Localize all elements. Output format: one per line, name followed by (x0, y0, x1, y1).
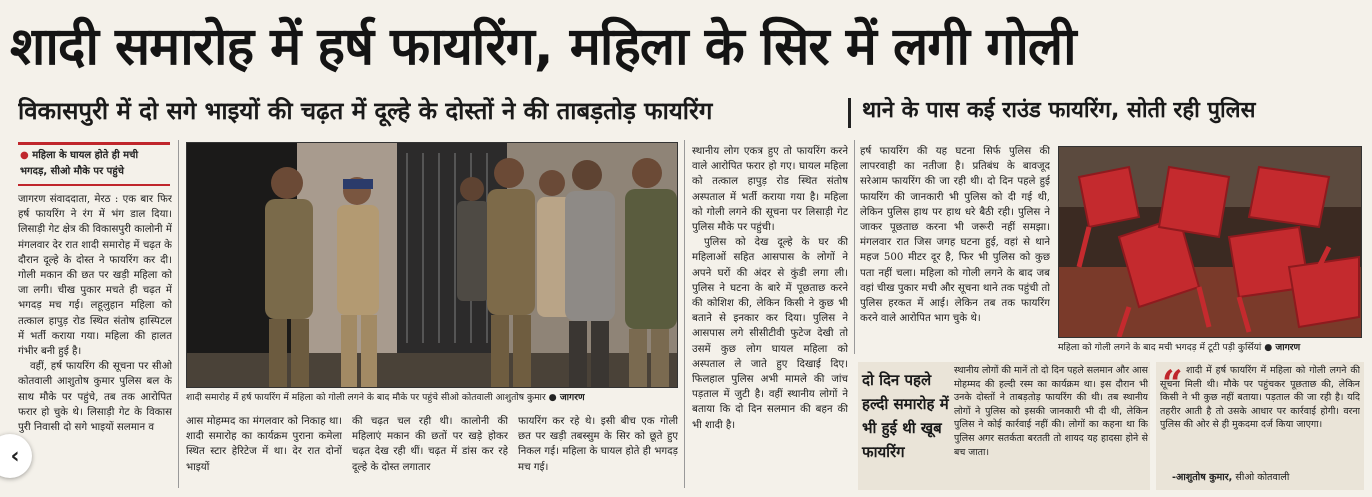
photo-credit: ● जागरण (1264, 342, 1301, 353)
author-title: सीओ कोतवाली (1232, 472, 1290, 483)
photo-broken-chairs (1058, 146, 1362, 338)
paragraph: स्थानीय लोग एकत्र हुए तो फायरिंग करने वाले आरोपित फरार हो गए। घायल महिला को तत्काल हापुड़ रोड स्थित संतोष अस्पताल में भर्ती कराया गया है। महिला को गोली लगने की सूचना पर लिसाड़ी गेट पुलिस मौके पर पहुंची। (692, 146, 848, 234)
article-column-5 (692, 144, 848, 488)
photo-credit: ● जागरण (548, 392, 585, 403)
column-divider (854, 140, 855, 354)
sidebar-box-text: स्थानीय लोगों की मानें तो दो दिन पहले सलमान और आस मोहम्मद की हल्दी रस्म का कार्यक्रम था। इस दौरान भी उनके दोस्तों ने ताबड़तोड़ फायरिंग की थी। तब स्थानीय लोगों ने पुलिस को इसकी जानकारी भी दी थी, लेकिन पुलिस ने कोई कार्रवाई नहीं की। लोगों का कहना था कि पुलिस अगर सतर्कता बरतती तो शायद यह हादसा होने से बच जाता। (954, 365, 1148, 458)
sidebar-box-title: दो दिन पहले हल्दी समारोह में भी हुई थी खूब फायरिंग (862, 371, 949, 461)
photo-caption-1 (186, 392, 678, 406)
chevron-left-icon: ‹ (10, 443, 20, 469)
paragraph: हर्ष फायरिंग की यह घटना सिर्फ पुलिस की लापरवाही का नतीजा है। प्रतिबंध के बावजूद सरेआम फायरिंग की जा रही थी। दो दिन पहले हुई फायरिंग की जानकारी भी पुलिस को दी गई थी, लेकिन पुलिस हाथ पर हाथ धरे बैठी रही। पुलिस ने जाकर पूछताछ करना भी जरूरी नहीं समझा। मंगलवार रात जिस जगह घटना हुई, वहां से थाने महज 500 मीटर दूर है, फिर भी पुलिस को कुछ पता नहीं चला। महिला को गोली लगने के बाद जब वहां चीख पुकार मची और सूचना थाने तक पहुंची तो पुलिस हरकत में आई। लेकिन तब तक फायरिंग करने वाले आरोपित भाग चुके थे। (860, 146, 1050, 325)
paragraph: पुलिस को देख दूल्हे के घर की महिलाओं सहित आसपास के लोगों ने अपने घरों की अंदर से कुंडी लगा ली। पुलिस ने घटना के बारे में पूछताछ करने की कोशिश की, लेकिन किसी ने कुछ भी बताने से इनकार कर दिया। पुलिस ने आसपास लगे सीसीटीवी फुटेज देखी तो उसमें कुछ लोग घायल महिला को अस्पताल ले जाते हुए दिखाई दिए। फिलहाल पुलिस अभी मामले की जांच पड़ताल में जुटी है। वहीं स्थानीय लोगों ने बताया कि दो दिन सलमान की बहन की भी शादी है। (692, 237, 848, 431)
author-name: -आशुतोष कुमार, (1172, 472, 1233, 483)
caption-text: महिला को गोली लगने के बाद मची भगदड़ में टूटी पड़ी कुर्सियां (1058, 342, 1262, 353)
highlight-box (18, 142, 170, 186)
paragraph: जागरण संवाददाता, मेरठ : एक बार फिर हर्ष फायरिंग ने रंग में भंग डाल दिया। लिसाड़ी गेट क्षेत्र की विकासपुरी कालोनी में मंगलवार देर रात शादी समारोह में चढ़त के दौरान दूल्हे के दोस्त ने फायरिंग कर दी। गोली मकान की छत पर खड़ी महिला को जा लगी। चीख पुकार मचते ही चढ़त में भगदड़ मच गई। लहूलुहान महिला को तत्काल हापुड़ रोड स्थित संतोष हास्पिटल में भर्ती कराया गया। महिला की हालत गंभीर बनी हुई है। (18, 194, 172, 358)
article-column-1 (18, 192, 172, 488)
headline: शादी समारोह में हर्ष फायरिंग, महिला के सिर में लगी गोली (10, 17, 1076, 77)
paragraph: फायरिंग कर रहे थे। इसी बीच एक गोली छत पर खड़ी तबस्सुम के सिर को छूते हुए निकल गई। महिला के घायल होते ही भगदड़ मच गई। (518, 416, 678, 473)
subheadline-right: थाने के पास कई राउंड फायरिंग, सोती रही पुलिस (862, 98, 1256, 123)
photo-police-at-scene (186, 142, 678, 388)
quote-icon: “ (1162, 363, 1183, 405)
article-column-3 (352, 414, 508, 490)
subheadline-left: विकासपुरी में दो सगे भाइयों की चढ़त में दूल्हे के दोस्तों ने की ताबड़तोड़ फायरिंग (18, 97, 713, 125)
quote-author (1172, 470, 1362, 486)
column-divider (178, 140, 179, 488)
police-photo-illustration (187, 143, 678, 388)
bullet-icon: ● (20, 150, 29, 161)
article-column-2 (186, 414, 342, 490)
highlight-text: महिला के घायल होते ही मची भगदड़, सीओ मौके पर पहुंचे (20, 150, 139, 177)
article-column-6 (860, 144, 1050, 356)
article-column-4 (518, 414, 678, 490)
subheadline-divider (848, 98, 851, 128)
quote-text: शादी में हर्ष फायरिंग में महिला को गोली लगने की सूचना मिली थी। मौके पर पहुंचकर पूछताछ की, लेकिन किसी ने भी कुछ नहीं बताया। पड़ताल की जा रही है। यदि तहरीर आती है तो उसके आधार पर कार्रवाई होगी। वरना पुलिस की ओर से ही मुकदमा दर्ज किया जाएगा। (1160, 365, 1360, 431)
paragraph: वहीं, हर्ष फायरिंग की सूचना पर सीओ कोतवाली आशुतोष कुमार पुलिस बल के साथ मौके पर पहुंचे, तब तक आरोपित फरार हो चुके थे। लिसाड़ी गेट के विकास पुरी निवासी दो सगे भाइयों सलमान व (18, 361, 172, 434)
paragraph: आस मोहम्मद का मंगलवार को निकाह था। शादी समारोह का कार्यक्रम पुराना कमेला स्थित स्टार हेरिटेज में था। देर रात दोनों भाइयों (186, 416, 342, 473)
photo-caption-2 (1058, 342, 1362, 356)
chairs-photo-illustration (1059, 147, 1362, 338)
column-divider (684, 140, 685, 488)
paragraph: की चढ़त चल रही थी। कालोनी की महिलाएं मकान की छतों पर खड़े होकर चढ़त देख रही थीं। चढ़त में डांस कर रहे दूल्हे के दोस्त लगातार (352, 416, 508, 473)
caption-text: शादी समारोह में हर्ष फायरिंग में महिला को गोली लगने के बाद मौके पर पहुंचे सीओ कोतवाली आशुतोष कुमार (186, 392, 546, 403)
